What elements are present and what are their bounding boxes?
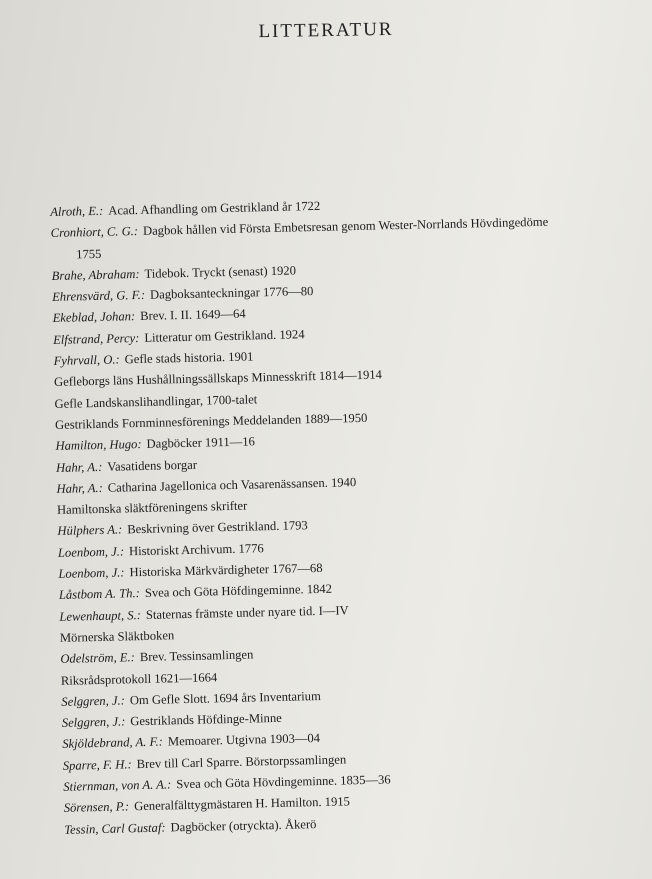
entry-continuation: 1755 (76, 246, 102, 262)
entry-author: Lewenhaupt, S.: (59, 607, 142, 624)
entry-author: Fyhrvall, O.: (53, 352, 120, 369)
entry-author: Selggren, J.: (61, 693, 126, 709)
entry-author: Hahr, A.: (56, 480, 103, 496)
entry-author: Stiernman, von A. A.: (63, 777, 172, 794)
entry-title: Historiska Märkvärdigheter 1767—68 (129, 560, 323, 580)
entry-author: Låstbom A. Th.: (58, 586, 141, 603)
entry-title: Svea och Göta Höfdingeminne. 1842 (144, 582, 333, 601)
entry-title: Dagböcker (otryckta). Åkerö (170, 816, 317, 835)
entry-author: Loenbom, J.: (57, 544, 125, 560)
entry-author: Brahe, Abraham: (51, 266, 140, 283)
entry-author: Hahr, A.: (55, 459, 103, 475)
entry-title: Brev till Carl Sparre. Börstorpssamlingen (136, 752, 347, 771)
entry-title: Hamiltonska släktföreningens skrifter (56, 498, 248, 518)
entry-title: Historiskt Archivum. 1776 (128, 540, 264, 559)
entry-title: Memoarer. Utgivna 1903—04 (167, 731, 321, 749)
entry-author: Sparre, F. H.: (62, 757, 132, 773)
entry-author: Odelström, E.: (60, 650, 136, 667)
entry-title: Gefle stads historia. 1901 (124, 349, 254, 367)
entry-title: Vasatidens borgar (107, 457, 198, 474)
entry-author: Ehrensvärd, G. F.: (52, 288, 146, 305)
entry-author: Hülphers A.: (57, 522, 123, 539)
entry-title: Dagböcker 1911—16 (146, 434, 256, 452)
entry-title: Brev. Tessinsamlingen (139, 647, 254, 665)
entry-title: Mörnerska Släktboken (59, 628, 175, 645)
entry-title: Litteratur om Gestrikland. 1924 (144, 327, 305, 345)
entry-title: Svea och Göta Hövdingeminne. 1835—36 (176, 772, 391, 792)
entry-title: Brev. I. II. 1649—64 (139, 307, 246, 324)
bibliography-list (50, 188, 652, 840)
entry-author: Tessin, Carl Gustaf: (64, 820, 166, 837)
entry-author: Ekeblad, Johan: (52, 309, 136, 326)
entry-title: Gestriklands Fornminnesförenings Meddelanden 1889—1950 (54, 410, 368, 432)
entry-author: Selggren, J.: (61, 714, 126, 730)
entry-title: Gestriklands Höfdinge-Minne (130, 711, 282, 729)
entry-author: Elfstrand, Percy: (52, 330, 140, 347)
entry-title: Catharina Jagellonica och Vasarenässansen. 1940 (107, 474, 357, 495)
entry-title: Dagboksanteckningar 1776—80 (149, 284, 314, 302)
entry-author: Skjöldebrand, A. F.: (62, 735, 164, 752)
entry-author: Alroth, E.: (50, 203, 104, 219)
entry-title: Tidebok. Tryckt (senast) 1920 (144, 263, 297, 281)
entry-title: Generalfälttygmästaren H. Hamilton. 1915 (134, 794, 351, 814)
entry-author: Loenbom, J.: (58, 565, 125, 581)
entry-title: Riksrådsprotokoll 1621—1664 (60, 669, 218, 688)
entry-title: Om Gefle Slott. 1694 års Inventarium (129, 688, 321, 708)
entry-author: Hamilton, Hugo: (55, 437, 142, 454)
entry-title: Acad. Afhandling om Gestrikland år 1722 (108, 198, 321, 218)
entry-title: Gefle Landskanslihandlingar, 1700-talet (54, 392, 258, 411)
entry-title: Staternas främste under nyare tid. I—IV (145, 602, 349, 622)
entry-title: Beskrivning över Gestrikland. 1793 (127, 518, 308, 537)
entry-title: Gefleborgs läns Hushållningssällskaps Minnesskrift 1814—1914 (53, 367, 383, 390)
entry-author: Sörensen, P.: (63, 799, 130, 816)
entry-title: Dagbok hållen vid Första Embetsresan genom Wester-Norrlands Hövdingedöme (142, 215, 549, 239)
page-title: LITTERATUR (258, 18, 394, 43)
entry-author: Cronhiort, C. G.: (50, 224, 139, 241)
